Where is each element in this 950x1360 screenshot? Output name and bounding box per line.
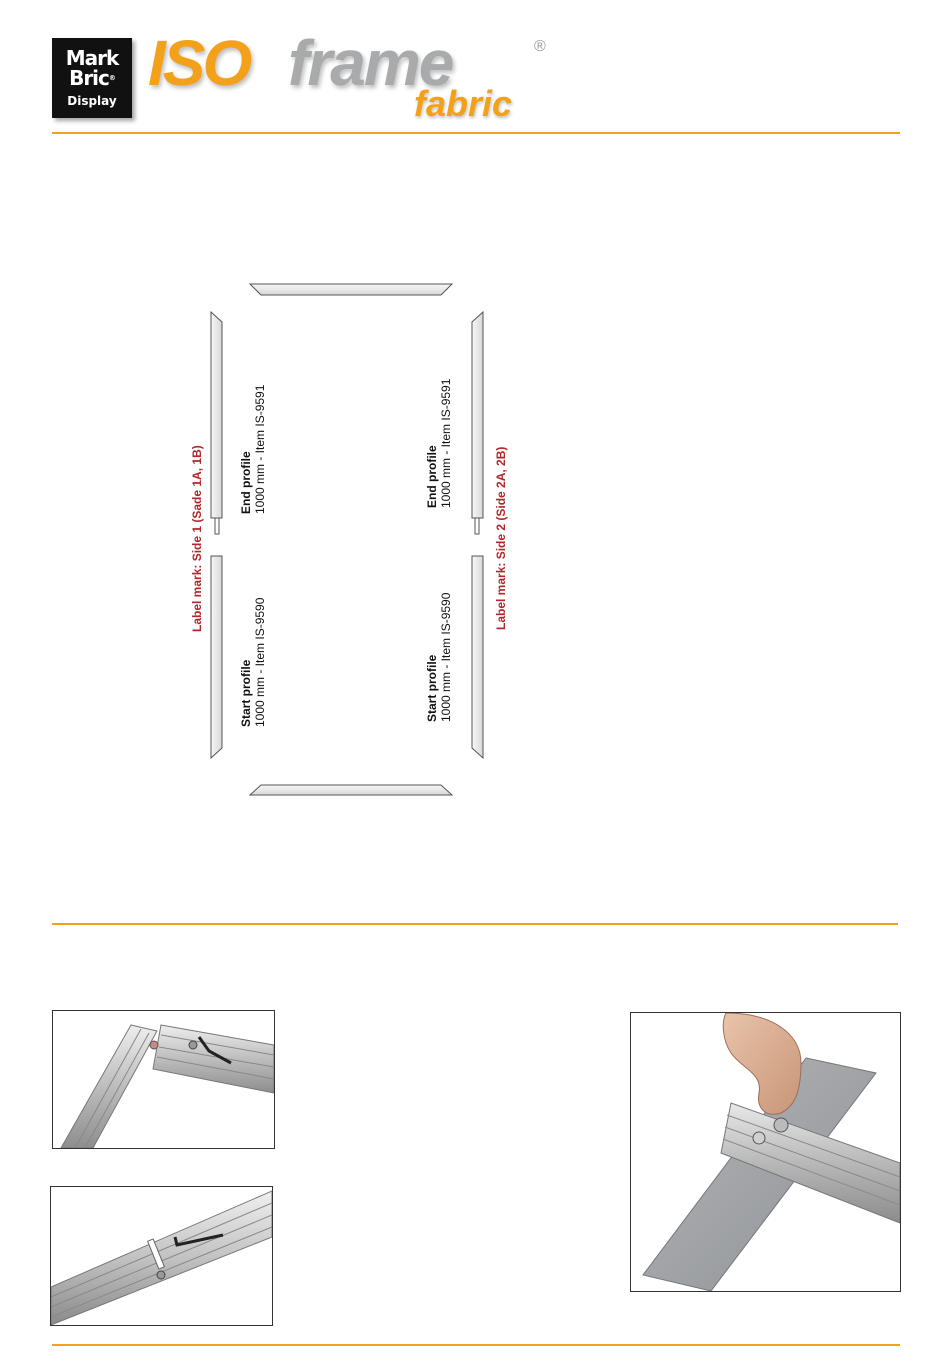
right-start-profile-label	[425, 593, 453, 722]
logo-reg-mark: ®	[108, 74, 115, 82]
brand-frame: frame	[288, 27, 453, 99]
right-end-profile-label	[425, 379, 453, 508]
brand-registered-mark: ®	[534, 38, 546, 55]
side1-label: Label mark: Side 1 (Sade 1A, 1B)	[190, 445, 204, 632]
footer-divider	[52, 1344, 900, 1346]
photo-hand-tightening	[630, 1012, 901, 1292]
right-end-profile	[472, 312, 483, 518]
left-start-title: Start profile	[239, 659, 253, 727]
logo-bric-text: Bric	[69, 66, 109, 90]
right-connector-pin	[475, 518, 479, 534]
bottom-profile	[250, 785, 452, 795]
photo-straight-joint	[50, 1186, 273, 1326]
straight-joint-image	[51, 1187, 272, 1325]
left-end-title: End profile	[239, 451, 253, 514]
left-start-sub: 1000 mm - Item IS-9590	[253, 597, 267, 727]
top-profile	[250, 284, 452, 295]
right-start-sub: 1000 mm - Item IS-9590	[439, 592, 453, 722]
brand-fabric: fabric	[414, 83, 513, 124]
left-end-profile-label	[239, 385, 267, 514]
right-start-profile	[472, 556, 483, 758]
right-end-title: End profile	[425, 445, 439, 508]
brand-iso: ISO	[148, 27, 250, 99]
logo-line-display: Display	[67, 94, 117, 108]
left-end-profile	[211, 312, 222, 518]
left-end-sub: 1000 mm - Item IS-9591	[253, 384, 267, 514]
right-start-title: Start profile	[425, 654, 439, 722]
left-start-profile-label	[239, 598, 267, 727]
logo-line-mark: Mark	[65, 46, 119, 70]
side2-label: Label mark: Side 2 (Side 2A, 2B)	[494, 446, 508, 630]
hand-tightening-image	[631, 1013, 900, 1291]
section-divider	[52, 923, 898, 925]
left-start-profile	[211, 556, 222, 758]
left-connector-pin	[215, 518, 219, 534]
corner-profile-image	[53, 1011, 274, 1148]
right-end-sub: 1000 mm - Item IS-9591	[439, 378, 453, 508]
photo-corner-assembly	[52, 1010, 275, 1149]
